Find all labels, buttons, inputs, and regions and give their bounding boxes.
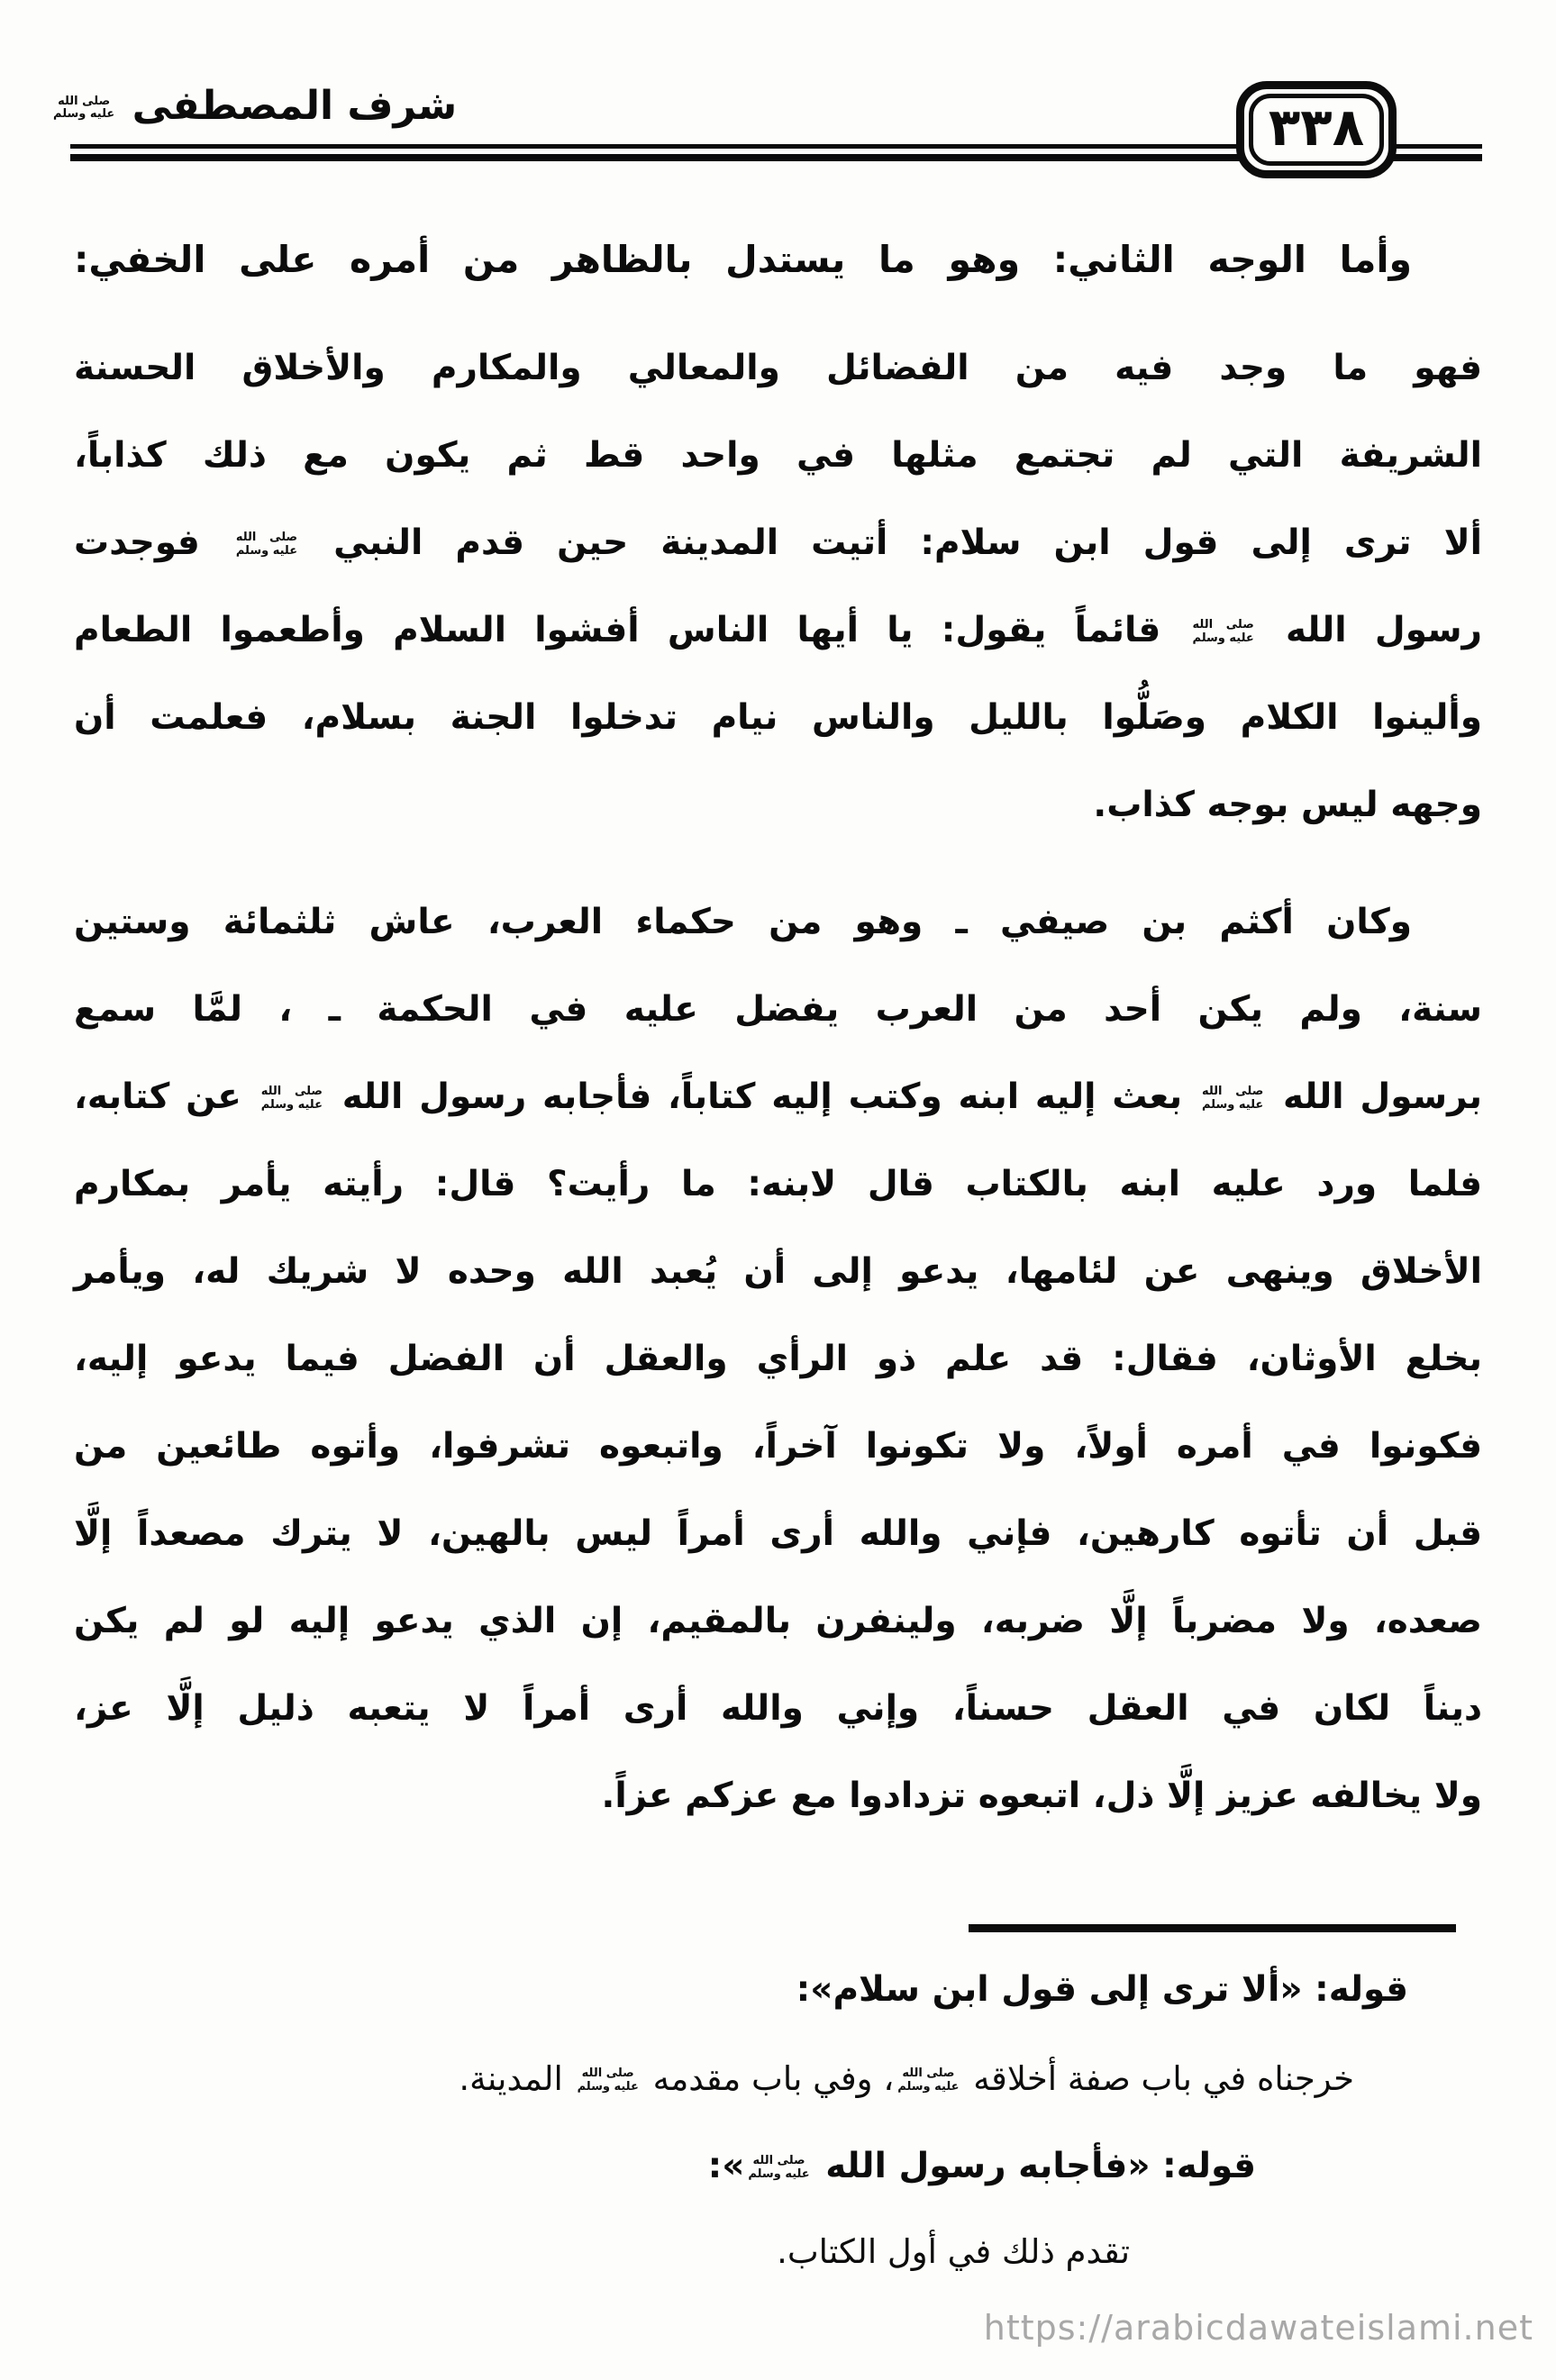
footnote-text-1: خرجناه في باب صفة أخلاقه صلى الله عليه وسلم، وفي باب مقدمه صلى الله عليه وسلم المدينة. [459,2059,1354,2098]
paragraph1-line5: رسول الله صلى الله عليه وسلم قائماً يقول: يا أيها الناس أفشوا السلام وأطعموا الطعام [74,610,1482,650]
paragraph2-line1: وكان أكثم بن صيفي ـ وهو من حكماء العرب، عاش ثلثمائة وستين [74,902,1412,942]
paragraph2-line3: برسول الله صلى الله عليه وسلم بعث إليه ابنه وكتب إليه كتاباً، فأجابه رسول الله صلى الله عليه وسلم عن كتابه، [74,1076,1482,1117]
paragraph2-line8: قبل أن تأتوه كارهين، فإني والله أرى أمراً ليس بالهين، لا يترك مصعداً إلَّا [74,1513,1482,1554]
paragraph1-line2: فهو ما وجد فيه من الفضائل والمعالي والمكارم والأخلاق الحسنة [74,348,1482,388]
paragraph2-line11: ولا يخالفه عزيز إلَّا ذل، اتبعوه تزدادوا مع عزكم عزاً. [601,1776,1482,1816]
paragraph2-line6: بخلع الأوثان، فقال: قد علم ذو الرأي والعقل أن الفضل فيما يدعو إليه، [74,1339,1482,1379]
watermark-url: https://arabicdawateislami.net [983,2308,1533,2348]
pbuh-honorific-icon: صلى الله عليه وسلم [1201,1085,1264,1112]
paragraph1-line1-heading: وأما الوجه الثاني: وهو ما يستدل بالظاهر من أمره على الخفي: [74,238,1412,281]
paragraph1-line3: الشريفة التي لم تجتمع مثلها في واحد قط ثم يكون مع ذلك كذاباً، [74,435,1482,476]
paragraph2-line7: فكونوا في أمره أولاً، ولا تكونوا آخراً، واتبعوه تشرفوا، وأتوه طائعين من [74,1426,1482,1467]
footnote-separator-rule [969,1924,1456,1932]
book-title: شرف المصطفى صلى الله عليه وسلم [53,83,458,129]
pbuh-honorific-icon: صلى الله عليه وسلم [577,2067,639,2094]
pbuh-honorific-icon: صلى الله عليه وسلم [235,531,298,558]
footnote-text-2: تقدم ذلك في أول الكتاب. [777,2232,1130,2271]
paragraph1-line6: وألينوا الكلام وصَلُّوا بالليل والناس نيام تدخلوا الجنة بسلام، فعلمت أن [74,697,1482,738]
footnote-lemma-1: قوله: «ألا ترى إلى قول ابن سلام»: [796,1969,1408,2010]
paragraph2-line2: سنة، ولم يكن أحد من العرب يفضل عليه في الحكمة ـ ، لمَّا سمع [74,989,1482,1030]
pbuh-honorific-icon: صلى الله عليه وسلم [897,2067,960,2094]
paragraph2-line10: ديناً لكان في العقل حسناً، وإني والله أرى أمراً لا يتعبه ذليل إلَّا عز، [74,1688,1482,1729]
page-number: ٣٣٨ [1268,96,1365,158]
paragraph1-line4: ألا ترى إلى قول ابن سلام: أتيت المدينة حين قدم النبي صلى الله عليه وسلم فوجدت [74,522,1482,563]
main-text-block [74,216,1482,1840]
paragraph2-line5: الأخلاق وينهى عن لئامها، يدعو إلى أن يُعبد الله وحده لا شريك له، ويأمر [74,1251,1482,1292]
pbuh-honorific-icon: صلى الله عليه وسلم [260,1085,323,1112]
footnote-lemma-2: قوله: «فأجابه رسول الله صلى الله عليه وسلم»: [707,2146,1256,2186]
page-number-cartouche [1236,81,1397,178]
pbuh-honorific-icon: صلى الله عليه وسلم [748,2154,810,2181]
page-number-inner-frame [1249,94,1384,166]
pbuh-honorific-icon: صلى الله عليه وسلم [1192,618,1254,645]
paragraph1-line7: وجهه ليس بوجه كذاب. [1093,785,1482,825]
pbuh-honorific-icon: صلى الله عليه وسلم [53,94,115,121]
paragraph2-line9: صعده، ولا مضرباً إلَّا ضربه، ولينفرن بالمقيم، إن الذي يدعو إليه لو لم يكن [74,1601,1482,1641]
paragraph2-line4: فلما ورد عليه ابنه بالكتاب قال لابنه: ما رأيت؟ قال: رأيته يأمر بمكارم [74,1164,1482,1204]
